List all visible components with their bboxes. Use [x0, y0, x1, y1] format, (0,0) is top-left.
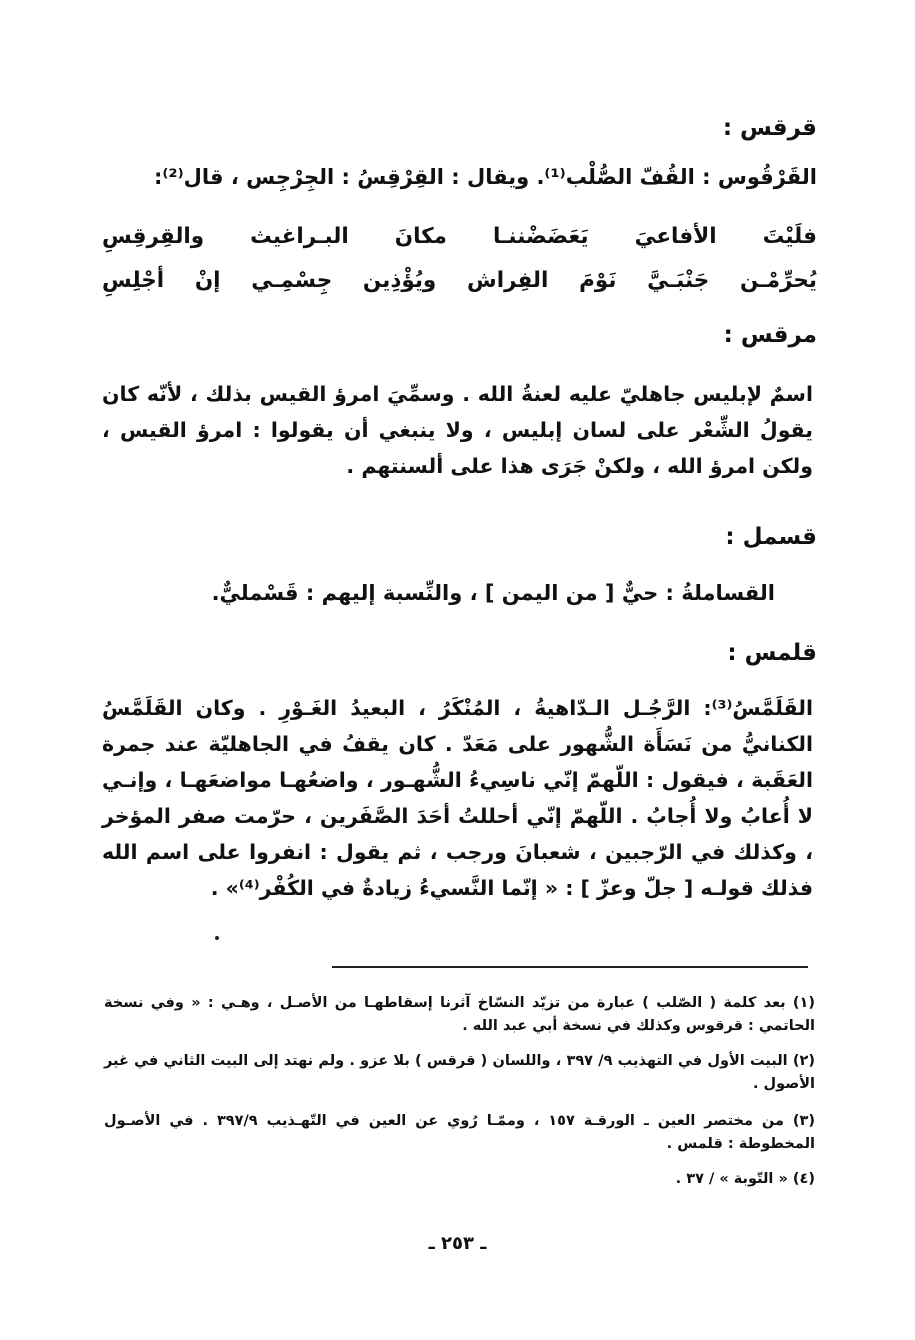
verse-word: مكانَ — [394, 223, 447, 249]
footnote-3: (٣) من مختصر العين ـ الورقـة ١٥٧ ، وممّـا رُوي عن العين في التّهـذيب ٣٩٧/٩ . في الأصـول المخطوطة : قلمس . — [104, 1113, 815, 1152]
verse-line-2 — [102, 260, 817, 300]
verse-word: فلَيْتَ — [762, 223, 817, 249]
entry-text-qalmas: القَلَمَّسُ⁽³⁾: الرَّجُـل الـدّاهيةُ ، المُنْكَرُ ، البعيدُ الغَـوْرِ . وكان القَلَمَّسُ الكنانيُّ من نَسَأَة الشُّهور على مَعَدّ . كان يقفُ في الجاهليّة عند جمرة العَقَبة ، فيقول : اللّهمّ إنّي ناسِيءُ الشُّهـور ، واضعُهـا مواضعَهـا ، وإنـي لا أُعابُ ولا أُجابُ . اللّهمّ إنّي أحللتُ أحَدَ الصَّفَرين ، حرّمت صفر المؤخر ، وكذلك في الرّجبين ، شعبانَ ورجب ، ثم يقول : انفروا على اسم الله فذلك قولـه [ جلّ وعزّ ] : « إنّما النَّسيءُ زيادةٌ في الكُفْر⁽⁴⁾» . — [102, 696, 813, 900]
verse-word: أجْلِسِ — [102, 267, 165, 293]
ink-speck — [215, 936, 219, 940]
verse-word: والقِرقِسِ — [102, 223, 205, 249]
footnote-1: (١) بعد كلمة ( الصّلب ) عبارة من تزيّد النسّاخ آثرنا إسقاطهـا من الأصـل ، وهـي : « وفي نسخة الحاتمي : قرقوس وكذلك في نسخة أبي عبد الله . — [104, 995, 815, 1034]
verse-word: جِسْمِـي — [251, 267, 333, 293]
entry-text-qarqas: القَرْقُوس : القُفّ الصُّلْب⁽¹⁾. ويقال : القِرْقِسُ : الجِرْجِس ، قال⁽²⁾: — [153, 165, 817, 189]
verse-word: إنْ — [194, 267, 221, 293]
verse-word: يُحرِّمْـن — [740, 267, 817, 293]
entry-heading-qasmal: قسمل : — [725, 524, 817, 550]
verse-word: ويُؤْذِين — [362, 267, 437, 293]
footnote-4: (٤) « التّوبة » / ٣٧ . — [675, 1171, 815, 1187]
verse-word: جَنْبَـيَّ — [647, 267, 710, 293]
entry-text-qasmal: القساملةُ : حيٌّ [ من اليمن ] ، والنِّسبة إليهم : قَسْمليٌّ. — [211, 581, 775, 605]
verse-line-1 — [102, 216, 817, 256]
verse-word: الأفاعيَ — [634, 223, 717, 249]
page-number: ـ ٢٥٣ ـ — [428, 1233, 487, 1254]
footnote-2: (٢) البيت الأول في التهذيب ٩/ ٣٩٧ ، واللسان ( قرقس ) بلا عزو . ولم نهتد إلى البيت الثاني في غير الأصول . — [104, 1053, 815, 1092]
verse-word: يَعَضَضْننـا — [493, 223, 589, 249]
footnote-divider — [332, 966, 808, 968]
entry-heading-qalmas: قلمس : — [727, 640, 817, 666]
verse-word: البـراغيث — [250, 223, 349, 249]
entry-heading-qarqas: قرقس : — [722, 115, 817, 141]
verse-word: الفِراش — [467, 267, 549, 293]
entry-text-marqas: اسمٌ لإبليس جاهليّ عليه لعنةُ الله . وسمِّيَ امرؤ القيس بذلك ، لأنّه كان يقولُ الشِّعْر على لسان إبليس ، ولا ينبغي أن يقولوا : امرؤ القيس ، ولكن امرؤ الله ، ولكنْ جَرَى هذا على ألسنتهم . — [102, 382, 813, 478]
verse-word: نَوْمَ — [579, 267, 617, 293]
entry-heading-marqas: مرقس : — [723, 322, 817, 348]
